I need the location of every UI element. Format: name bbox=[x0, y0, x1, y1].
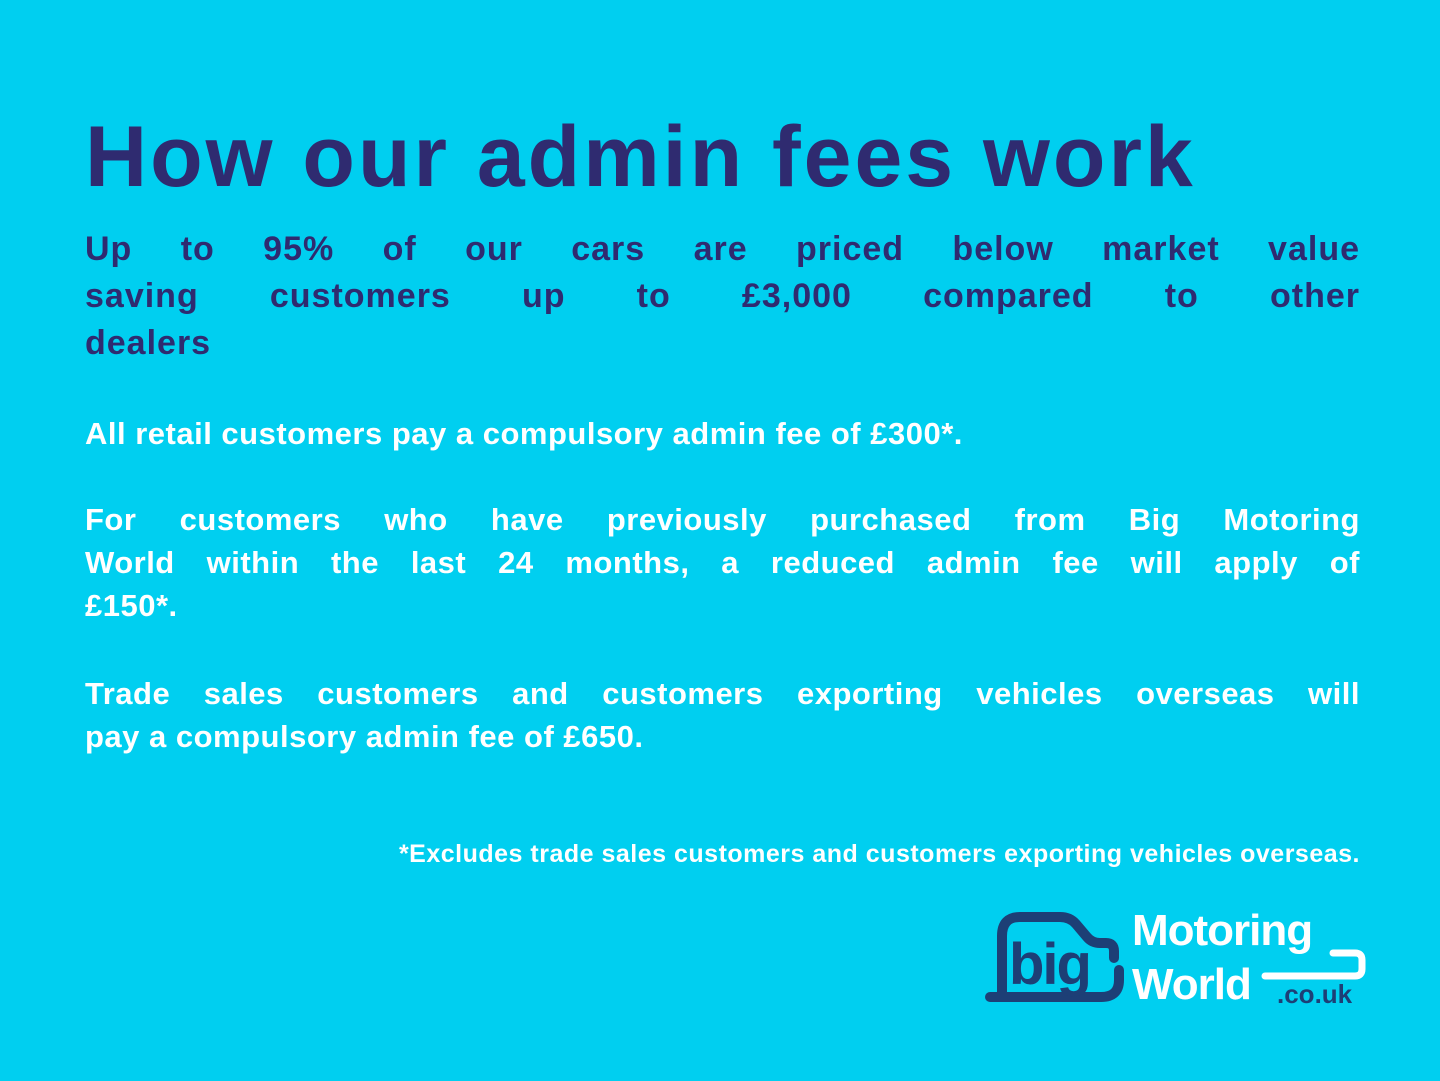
subheading-line-3: dealers bbox=[85, 324, 212, 362]
paragraph-line: £150*. bbox=[85, 588, 178, 623]
page-title: How our admin fees work bbox=[85, 109, 1196, 205]
brand-logo bbox=[985, 896, 1375, 1014]
logo-word-world: World bbox=[1132, 960, 1251, 1009]
logo-underline-flourish bbox=[1265, 953, 1362, 976]
footnote-text: *Excludes trade sales customers and customers exporting vehicles overseas. bbox=[398, 840, 1360, 868]
paragraph-line: Trade sales customers and customers exporting vehicles overseas will bbox=[85, 676, 1360, 711]
paragraph-returning-customer-fee bbox=[85, 498, 1360, 627]
paragraph-trade-export-fee bbox=[85, 672, 1360, 758]
subheading-line-1: Up to 95% of our cars are priced below market value bbox=[85, 230, 1360, 268]
logo-domain-suffix: .co.uk bbox=[1277, 979, 1353, 1009]
paragraph-line: World within the last 24 months, a reduced admin fee will apply of bbox=[85, 545, 1360, 580]
paragraph-retail-fee bbox=[85, 412, 1360, 455]
paragraph-line: For customers who have previously purchased from Big Motoring bbox=[85, 502, 1360, 537]
subheading-line-2: saving customers up to £3,000 compared to other bbox=[85, 277, 1360, 315]
logo-big-label: big bbox=[1009, 932, 1090, 997]
paragraph-line: pay a compulsory admin fee of £650. bbox=[85, 719, 644, 754]
logo-word-motoring: Motoring bbox=[1132, 906, 1313, 955]
paragraph-line: All retail customers pay a compulsory admin fee of £300*. bbox=[85, 416, 963, 451]
subheading bbox=[85, 226, 1360, 367]
